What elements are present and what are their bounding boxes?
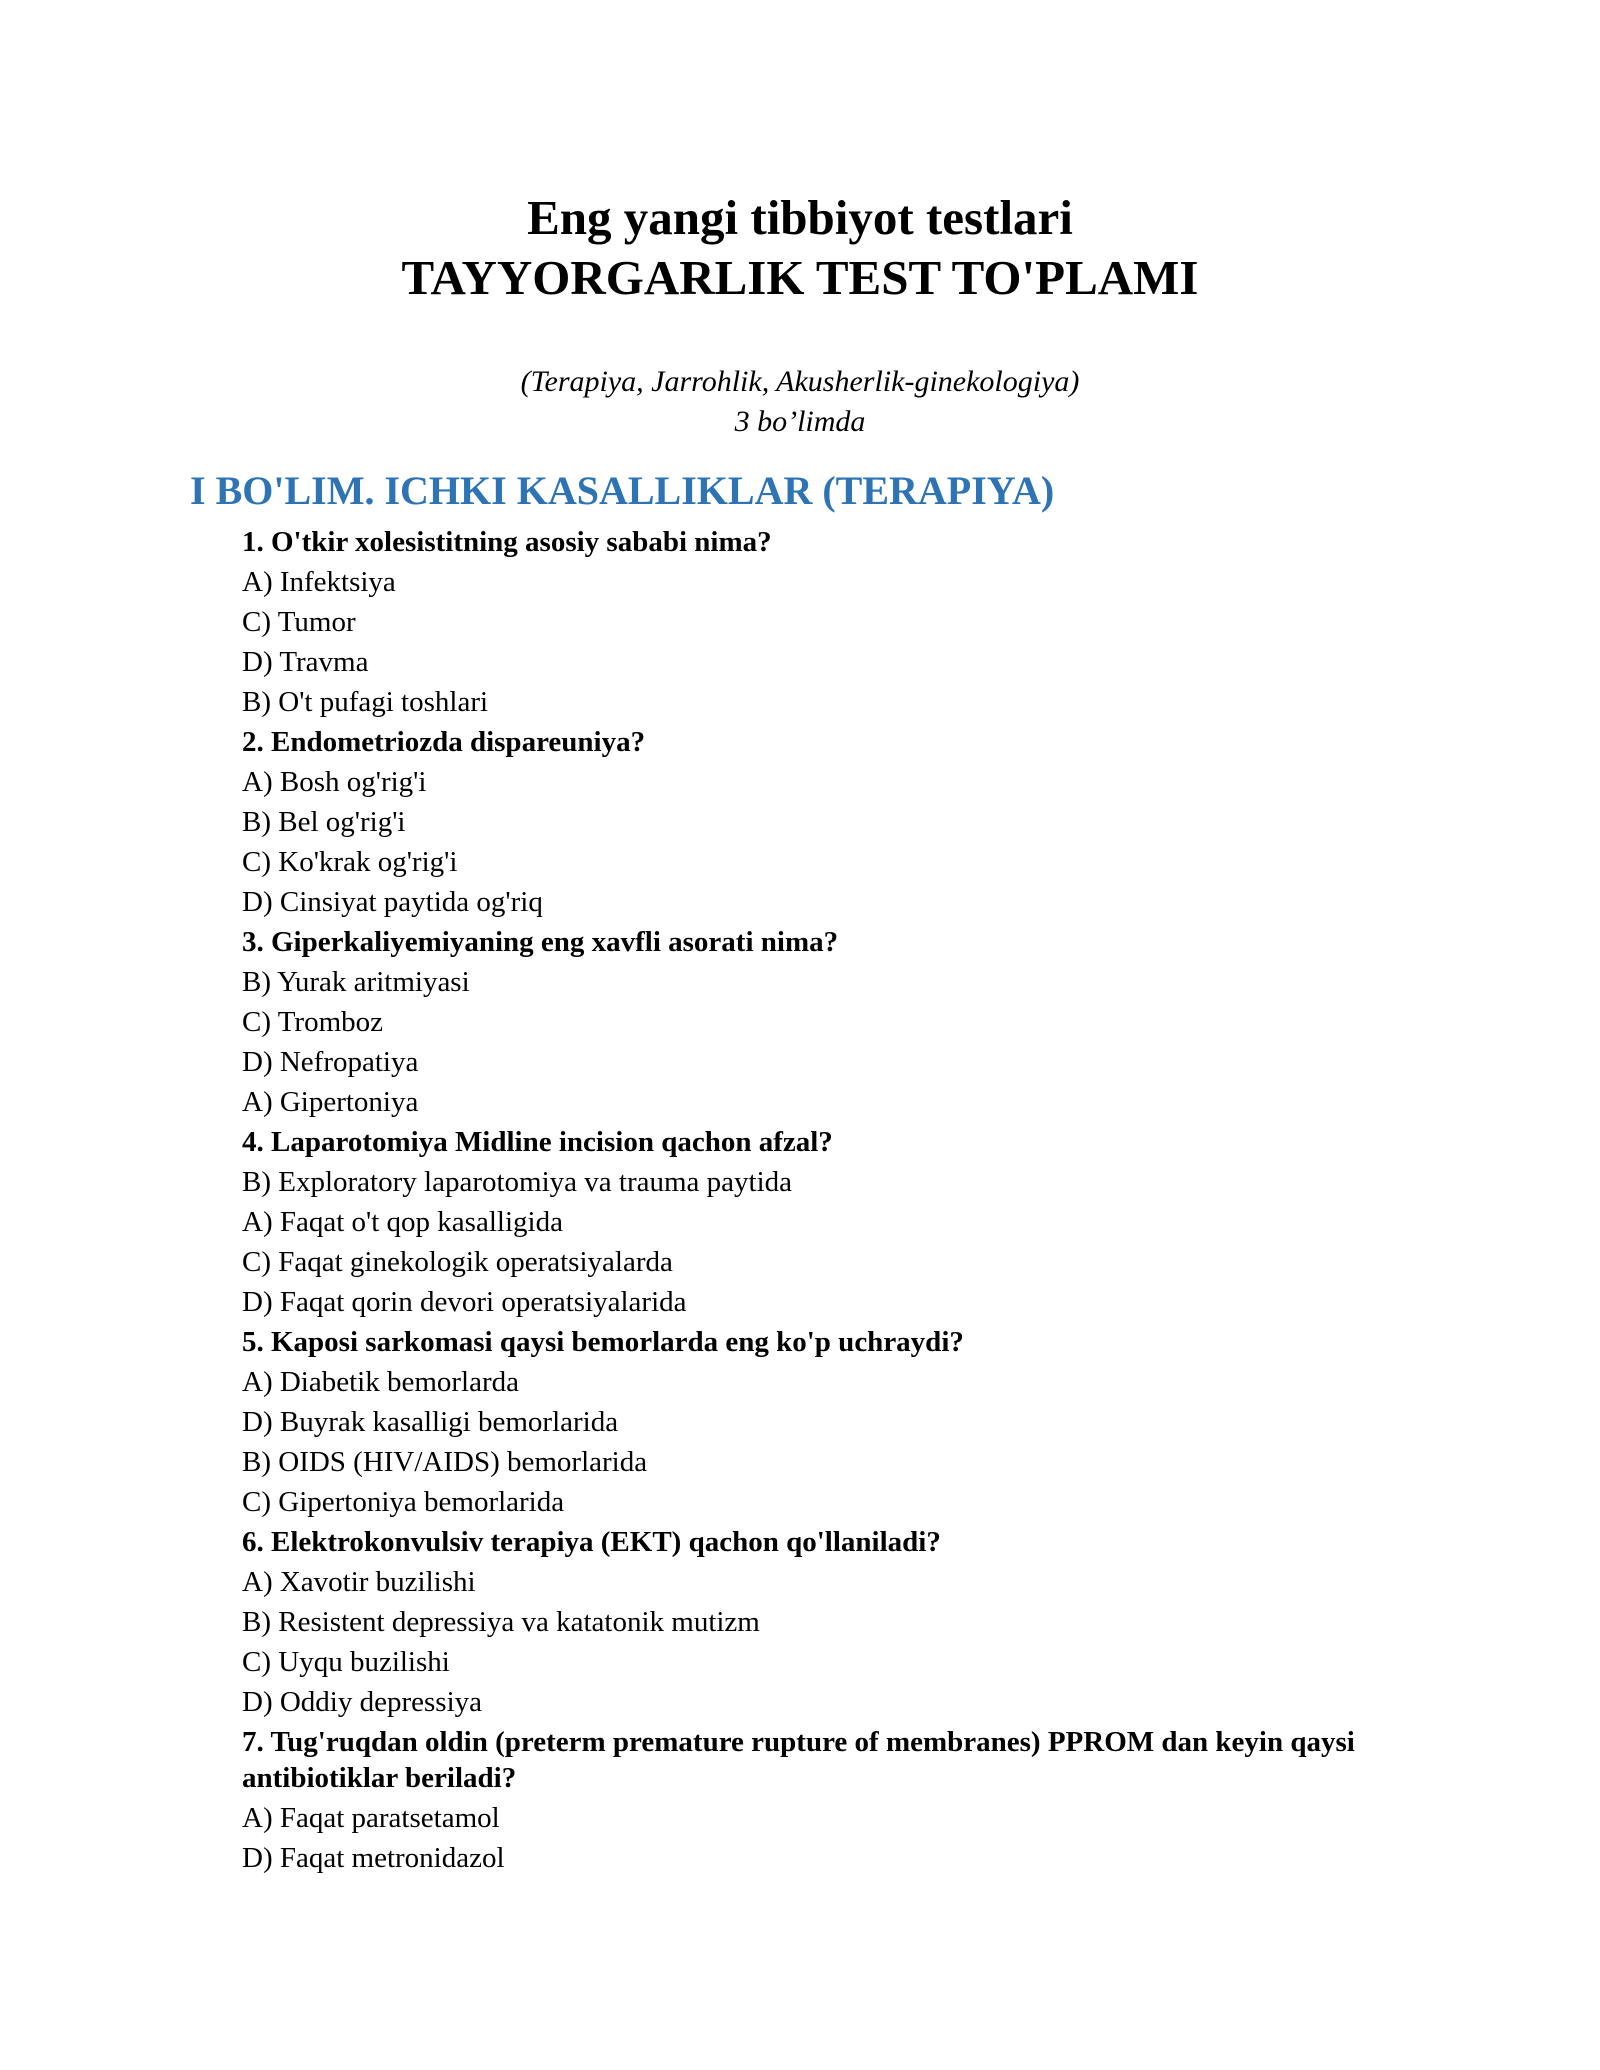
answer-option: D) Travma [242,646,369,678]
answer-option: C) Ko'krak og'rig'i [242,846,458,878]
answer-option: A) Gipertoniya [242,1086,419,1118]
question-text: 6. Elektrokonvulsiv terapiya (EKT) qachon qo'llaniladi? [242,1526,941,1558]
question-list [242,522,1422,1878]
answer-option: C) Tromboz [242,1006,384,1038]
answer-option: D) Oddiy depressiya [242,1686,483,1718]
answer-option: A) Bosh og'rig'i [242,766,427,798]
subtitle-block [0,362,1600,442]
answer-option: C) Uyqu buzilishi [242,1646,450,1678]
answer-option: C) Faqat ginekologik operatsiyalarda [242,1246,673,1278]
section-count: 3 bo’limda [734,405,866,438]
question-text: 3. Giperkaliyemiyaning eng xavfli asorati nima? [242,926,839,958]
document-subtitle: (Terapiya, Jarrohlik, Akusherlik-ginekologiya) [520,365,1080,398]
answer-option: B) Yurak aritmiyasi [242,966,470,998]
answer-option: A) Infektsiya [242,566,396,598]
question-text: 7. Tug'ruqdan oldin (preterm premature rupture of membranes) PPROM dan keyin qaysi antibiotiklar beriladi? [242,1726,1355,1794]
section-heading: I BO'LIM. ICHKI KASALLIKLAR (TERAPIYA) [190,468,1055,513]
answer-option: A) Diabetik bemorlarda [242,1366,520,1398]
title-block [0,188,1600,308]
answer-option: D) Faqat qorin devori operatsiyalarida [242,1286,687,1318]
question-item [242,922,1422,1122]
question-item [242,522,1422,722]
answer-option: B) Exploratory laparotomiya va trauma paytida [242,1166,793,1198]
question-item [242,1322,1422,1522]
answer-option: B) OIDS (HIV/AIDS) bemorlarida [242,1446,648,1478]
document-title-main: TAYYORGARLIK TEST TO'PLAMI [401,250,1199,305]
answer-option: B) Resistent depressiya va katatonik mutizm [242,1606,760,1638]
answer-option: D) Nefropatiya [242,1046,419,1078]
question-text: 4. Laparotomiya Midline incision qachon afzal? [242,1126,833,1158]
question-item [242,1722,1422,1878]
answer-option: A) Faqat o't qop kasalligida [242,1206,563,1238]
answer-option: D) Buyrak kasalligi bemorlarida [242,1406,619,1438]
answer-option: C) Tumor [242,606,356,638]
answer-option: B) O't pufagi toshlari [242,686,489,718]
question-text: 1. O'tkir xolesistitning asosiy sababi nima? [242,526,772,558]
answer-option: D) Faqat metronidazol [242,1842,505,1874]
question-item [242,1522,1422,1722]
question-text: 5. Kaposi sarkomasi qaysi bemorlarda eng ko'p uchraydi? [242,1326,964,1358]
question-item [242,722,1422,922]
question-item [242,1122,1422,1322]
answer-option: D) Cinsiyat paytida og'riq [242,886,543,918]
answer-option: C) Gipertoniya bemorlarida [242,1486,565,1518]
document-title: Eng yangi tibbiyot testlari [527,190,1073,245]
question-text: 2. Endometriozda dispareuniya? [242,726,646,758]
answer-option: A) Faqat paratsetamol [242,1802,500,1834]
answer-option: B) Bel og'rig'i [242,806,406,838]
answer-option: A) Xavotir buzilishi [242,1566,476,1598]
